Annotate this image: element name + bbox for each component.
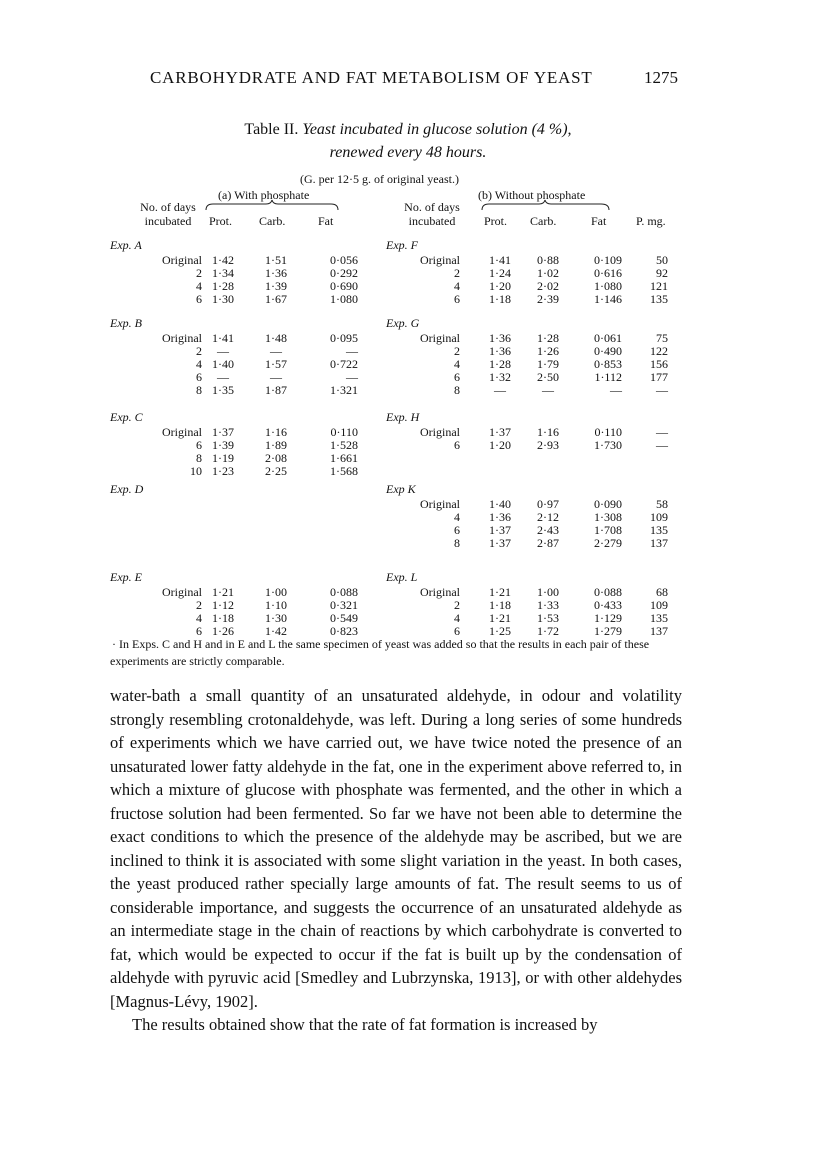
table-cell: — <box>656 383 668 397</box>
table-cell: 1·53 <box>537 611 559 625</box>
table-cell: — <box>656 438 668 452</box>
table-cell: 1·661 <box>330 451 358 465</box>
table-cell: 0·090 <box>594 497 622 511</box>
table-cell: 0·853 <box>594 357 622 371</box>
table-cell: 1·12 <box>212 598 234 612</box>
table-cell: 1·34 <box>212 266 234 280</box>
body-text <box>110 684 682 1037</box>
table-cell: 1·37 <box>212 425 234 439</box>
table-cell: 2·43 <box>537 523 559 537</box>
paragraph: The results obtained show that the rate of fat formation is increased by <box>132 1015 598 1034</box>
table-cell-days: 4 <box>196 357 202 371</box>
table-cell: 137 <box>650 624 668 638</box>
table-cell-days: Original <box>162 585 202 599</box>
table-cell: 109 <box>650 598 668 612</box>
table-cell: 0·433 <box>594 598 622 612</box>
table-cell: — <box>610 383 622 397</box>
table-cell: 0·061 <box>594 331 622 345</box>
table-cell: 2·93 <box>537 438 559 452</box>
table-cell-days: 6 <box>454 624 460 638</box>
table-cell: 137 <box>650 536 668 550</box>
table-cell-days: 8 <box>196 451 202 465</box>
table-cell: 1·36 <box>265 266 287 280</box>
table-cell: 0·690 <box>330 279 358 293</box>
table-cell: 109 <box>650 510 668 524</box>
footnote-text: In Exps. C and H and in E and L the same specimen of yeast was added so that the results in each pair of these experiments are strictly comparable. <box>110 637 650 668</box>
table-cell: 0·088 <box>594 585 622 599</box>
table-cell: 1·21 <box>489 585 511 599</box>
table-cell: 0·109 <box>594 253 622 267</box>
table-cell: 1·28 <box>489 357 511 371</box>
table-cell: 0·616 <box>594 266 622 280</box>
table-cell: 1·20 <box>489 279 511 293</box>
table-cell: 1·41 <box>212 331 234 345</box>
right-carb-header: Carb. <box>530 214 557 228</box>
table-cell: 1·57 <box>265 357 287 371</box>
table-cell: 1·48 <box>265 331 287 345</box>
table-cell: 1·41 <box>489 253 511 267</box>
table-cell: 1·10 <box>265 598 287 612</box>
table-cell: 1·36 <box>489 344 511 358</box>
table-cell: 1·080 <box>330 292 358 306</box>
table-cell: — <box>217 370 229 384</box>
table-cell: 1·25 <box>489 624 511 638</box>
table-cell: 75 <box>656 331 668 345</box>
table-cell: 1·36 <box>489 510 511 524</box>
table-cell: — <box>542 383 554 397</box>
right-days-line2: incubated <box>408 214 456 228</box>
table-cell: 1·279 <box>594 624 622 638</box>
table-cell: 50 <box>656 253 668 267</box>
table-cell: 1·24 <box>489 266 511 280</box>
table-cell: 1·708 <box>594 523 622 537</box>
table-cell: 1·79 <box>537 357 559 371</box>
paragraph: water-bath a small quantity of an unsaturated aldehyde, in odour and volatility strongly resembling crotonaldehyde, was left. During a long series of some hundreds of experiments which we have carried out, we have twice noted the presence of an unsaturated lower fatty aldehyde in the fat, one in the experiment above referred to, in which a mixture of glucose with phosphate was fermented, and the other in which a fructose solution had been fermented. So far we have not been able to determine the exact conditions to which the presence of the aldehyde may be ascribed, but we are inclined to think it is associated with some slight variation in the yeast. In both cases, the yeast produced rather specially large amounts of fat. The result seems to us of considerable importance, and suggests the occurrence of an unsaturated aldehyde as an intermediate stage in the chain of reactions by which carbohydrate is converted to fat, which would be expected to occur if the fat is built up by the condensation of aldehyde with pyruvic acid [Smedley and Lubrzynska, 1913], or with other aldehydes [Magnus-Lévy, 1902]. <box>110 686 682 1011</box>
table-cell: 1·33 <box>537 598 559 612</box>
table-cell: 1·28 <box>212 279 234 293</box>
table-cell: 1·37 <box>489 523 511 537</box>
table-cell: 135 <box>650 292 668 306</box>
table-cell: 1·18 <box>489 292 511 306</box>
table-cell: — <box>217 344 229 358</box>
table-cell-days: 2 <box>454 266 460 280</box>
table-cell: 1·87 <box>265 383 287 397</box>
table-cell: 1·21 <box>489 611 511 625</box>
table-cell-days: 2 <box>454 344 460 358</box>
table-cell-days: Original <box>420 253 460 267</box>
left-days-line2: incubated <box>144 214 192 228</box>
table-cell: 156 <box>650 357 668 371</box>
table-cell: 135 <box>650 523 668 537</box>
table-cell-days: 6 <box>196 370 202 384</box>
table-cell: 1·146 <box>594 292 622 306</box>
caption-line2: renewed every 48 hours. <box>329 144 487 161</box>
table-cell: 1·26 <box>537 344 559 358</box>
table-cell: 1·080 <box>594 279 622 293</box>
table-cell: 1·16 <box>265 425 287 439</box>
right-days-line1: No. of days <box>404 200 460 214</box>
table-cell-days: 6 <box>196 438 202 452</box>
table-caption <box>190 118 626 164</box>
table-cell-days: 2 <box>196 344 202 358</box>
right-fat-header: Fat <box>591 214 607 228</box>
running-title: CARBOHYDRATE AND FAT METABOLISM OF YEAST <box>150 68 593 87</box>
table-cell: 1·42 <box>212 253 234 267</box>
table-cell-days: Original <box>162 253 202 267</box>
table-cell: 68 <box>656 585 668 599</box>
table-cell-days: 10 <box>190 464 202 478</box>
table-cell: 1·00 <box>537 585 559 599</box>
right-pmg-header: P. mg. <box>636 214 666 228</box>
table-cell: 1·37 <box>489 425 511 439</box>
table-cell: 1·02 <box>537 266 559 280</box>
table-cell: 1·37 <box>489 536 511 550</box>
table-cell: 177 <box>650 370 668 384</box>
table-cell: 1·112 <box>594 370 622 384</box>
table-cell: 1·18 <box>489 598 511 612</box>
table-cell: — <box>270 344 282 358</box>
table-cell: 122 <box>650 344 668 358</box>
table-unit: (G. per 12·5 g. of original yeast.) <box>300 172 459 186</box>
table-cell: — <box>270 370 282 384</box>
table-cell: 1·32 <box>489 370 511 384</box>
table-cell: 1·28 <box>537 331 559 345</box>
experiment-label: Exp K <box>386 482 416 496</box>
table-cell: 0·110 <box>330 425 358 439</box>
table-cell: 58 <box>656 497 668 511</box>
table-cell: 0·321 <box>330 598 358 612</box>
table-cell: 1·89 <box>265 438 287 452</box>
table-cell: — <box>346 344 358 358</box>
table-cell-days: Original <box>420 497 460 511</box>
experiment-label: Exp. F <box>386 238 418 252</box>
experiment-label: Exp. C <box>110 410 143 424</box>
table-cell: 0·110 <box>594 425 622 439</box>
table-cell: 1·129 <box>594 611 622 625</box>
table-cell: 1·39 <box>265 279 287 293</box>
table-cell-days: 4 <box>454 611 460 625</box>
table-cell: 0·095 <box>330 331 358 345</box>
page-number: 1275 <box>644 68 678 87</box>
table-cell: 0·722 <box>330 357 358 371</box>
table-cell: — <box>346 370 358 384</box>
table-cell: 1·19 <box>212 451 234 465</box>
table-cell: 2·08 <box>265 451 287 465</box>
experiment-label: Exp. H <box>386 410 420 424</box>
experiment-label: Exp. A <box>110 238 142 252</box>
table-cell: 1·40 <box>212 357 234 371</box>
table-cell: 0·056 <box>330 253 358 267</box>
table-cell: 121 <box>650 279 668 293</box>
table-cell: 92 <box>656 266 668 280</box>
left-days-line1: No. of days <box>140 200 196 214</box>
table-cell-days: 4 <box>196 611 202 625</box>
table-cell-days: 2 <box>454 598 460 612</box>
right-prot-header: Prot. <box>484 214 508 228</box>
table-cell: 1·23 <box>212 464 234 478</box>
table-cell-days: Original <box>162 331 202 345</box>
left-fat-header: Fat <box>318 214 334 228</box>
table-cell: 1·321 <box>330 383 358 397</box>
table-cell: 2·25 <box>265 464 287 478</box>
table-cell: 1·21 <box>212 585 234 599</box>
left-carb-header: Carb. <box>259 214 286 228</box>
table-cell-days: 6 <box>454 523 460 537</box>
table-cell: 1·67 <box>265 292 287 306</box>
table-cell-days: Original <box>162 425 202 439</box>
table-cell-days: 6 <box>454 438 460 452</box>
table-cell-days: 6 <box>196 292 202 306</box>
table-cell: 1·42 <box>265 624 287 638</box>
table-cell-days: 6 <box>196 624 202 638</box>
table-cell: 0·292 <box>330 266 358 280</box>
table-cell-days: Original <box>420 331 460 345</box>
right-group-brace <box>481 199 611 211</box>
experiment-label: Exp. D <box>110 482 144 496</box>
table-cell-days: Original <box>420 585 460 599</box>
table-cell: 1·568 <box>330 464 358 478</box>
table-cell-days: 2 <box>196 598 202 612</box>
table-cell: 135 <box>650 611 668 625</box>
table-cell: 2·50 <box>537 370 559 384</box>
table-cell: 2·279 <box>594 536 622 550</box>
table-cell: 2·12 <box>537 510 559 524</box>
table-cell: 1·00 <box>265 585 287 599</box>
left-group-brace <box>205 199 340 211</box>
table-cell: 1·40 <box>489 497 511 511</box>
table-cell: 0·823 <box>330 624 358 638</box>
table-cell: 1·20 <box>489 438 511 452</box>
table-cell: 0·549 <box>330 611 358 625</box>
experiment-label: Exp. E <box>110 570 142 584</box>
table-cell-days: 4 <box>454 279 460 293</box>
experiment-label: Exp. L <box>386 570 418 584</box>
caption-prefix: Table II. <box>244 121 299 138</box>
left-group-header: (a) With phosphate <box>218 188 310 202</box>
table-cell: 1·36 <box>489 331 511 345</box>
table-cell: 1·72 <box>537 624 559 638</box>
caption-line1: Yeast incubated in glucose solution (4 %), <box>302 121 572 138</box>
right-group-header: (b) Without phosphate <box>478 188 586 202</box>
table-cell-days: Original <box>420 425 460 439</box>
table-cell-days: 8 <box>454 536 460 550</box>
table-cell: 1·16 <box>537 425 559 439</box>
table-cell: 0·88 <box>537 253 559 267</box>
table-cell-days: 8 <box>454 383 460 397</box>
table-cell: — <box>656 425 668 439</box>
table-cell-days: 6 <box>454 370 460 384</box>
left-prot-header: Prot. <box>209 214 233 228</box>
table-cell: 1·30 <box>212 292 234 306</box>
right-days-header <box>382 200 482 228</box>
table-cell: 1·39 <box>212 438 234 452</box>
table-cell-days: 4 <box>196 279 202 293</box>
left-days-header <box>118 200 218 228</box>
table-cell: 2·39 <box>537 292 559 306</box>
table-cell-days: 4 <box>454 357 460 371</box>
table-cell: 2·87 <box>537 536 559 550</box>
table-cell: 1·308 <box>594 510 622 524</box>
table-cell: 1·730 <box>594 438 622 452</box>
table-cell: 2·02 <box>537 279 559 293</box>
table-cell: 0·088 <box>330 585 358 599</box>
table-cell-days: 4 <box>454 510 460 524</box>
experiment-label: Exp. B <box>110 316 142 330</box>
table-cell: 1·30 <box>265 611 287 625</box>
table-cell: 1·528 <box>330 438 358 452</box>
table-footnote: · In Exps. C and H and in E and L the same specimen of yeast was added so that the results in each pair of these experiments are strictly comparable. <box>110 637 650 668</box>
table-cell: 1·51 <box>265 253 287 267</box>
table-cell-days: 2 <box>196 266 202 280</box>
table-cell: 1·35 <box>212 383 234 397</box>
table-cell: 0·97 <box>537 497 559 511</box>
table-cell: 1·18 <box>212 611 234 625</box>
experiment-label: Exp. G <box>386 316 420 330</box>
table-cell-days: 8 <box>196 383 202 397</box>
table-cell: 0·490 <box>594 344 622 358</box>
table-cell: — <box>494 383 506 397</box>
table-cell-days: 6 <box>454 292 460 306</box>
table-cell: 1·26 <box>212 624 234 638</box>
